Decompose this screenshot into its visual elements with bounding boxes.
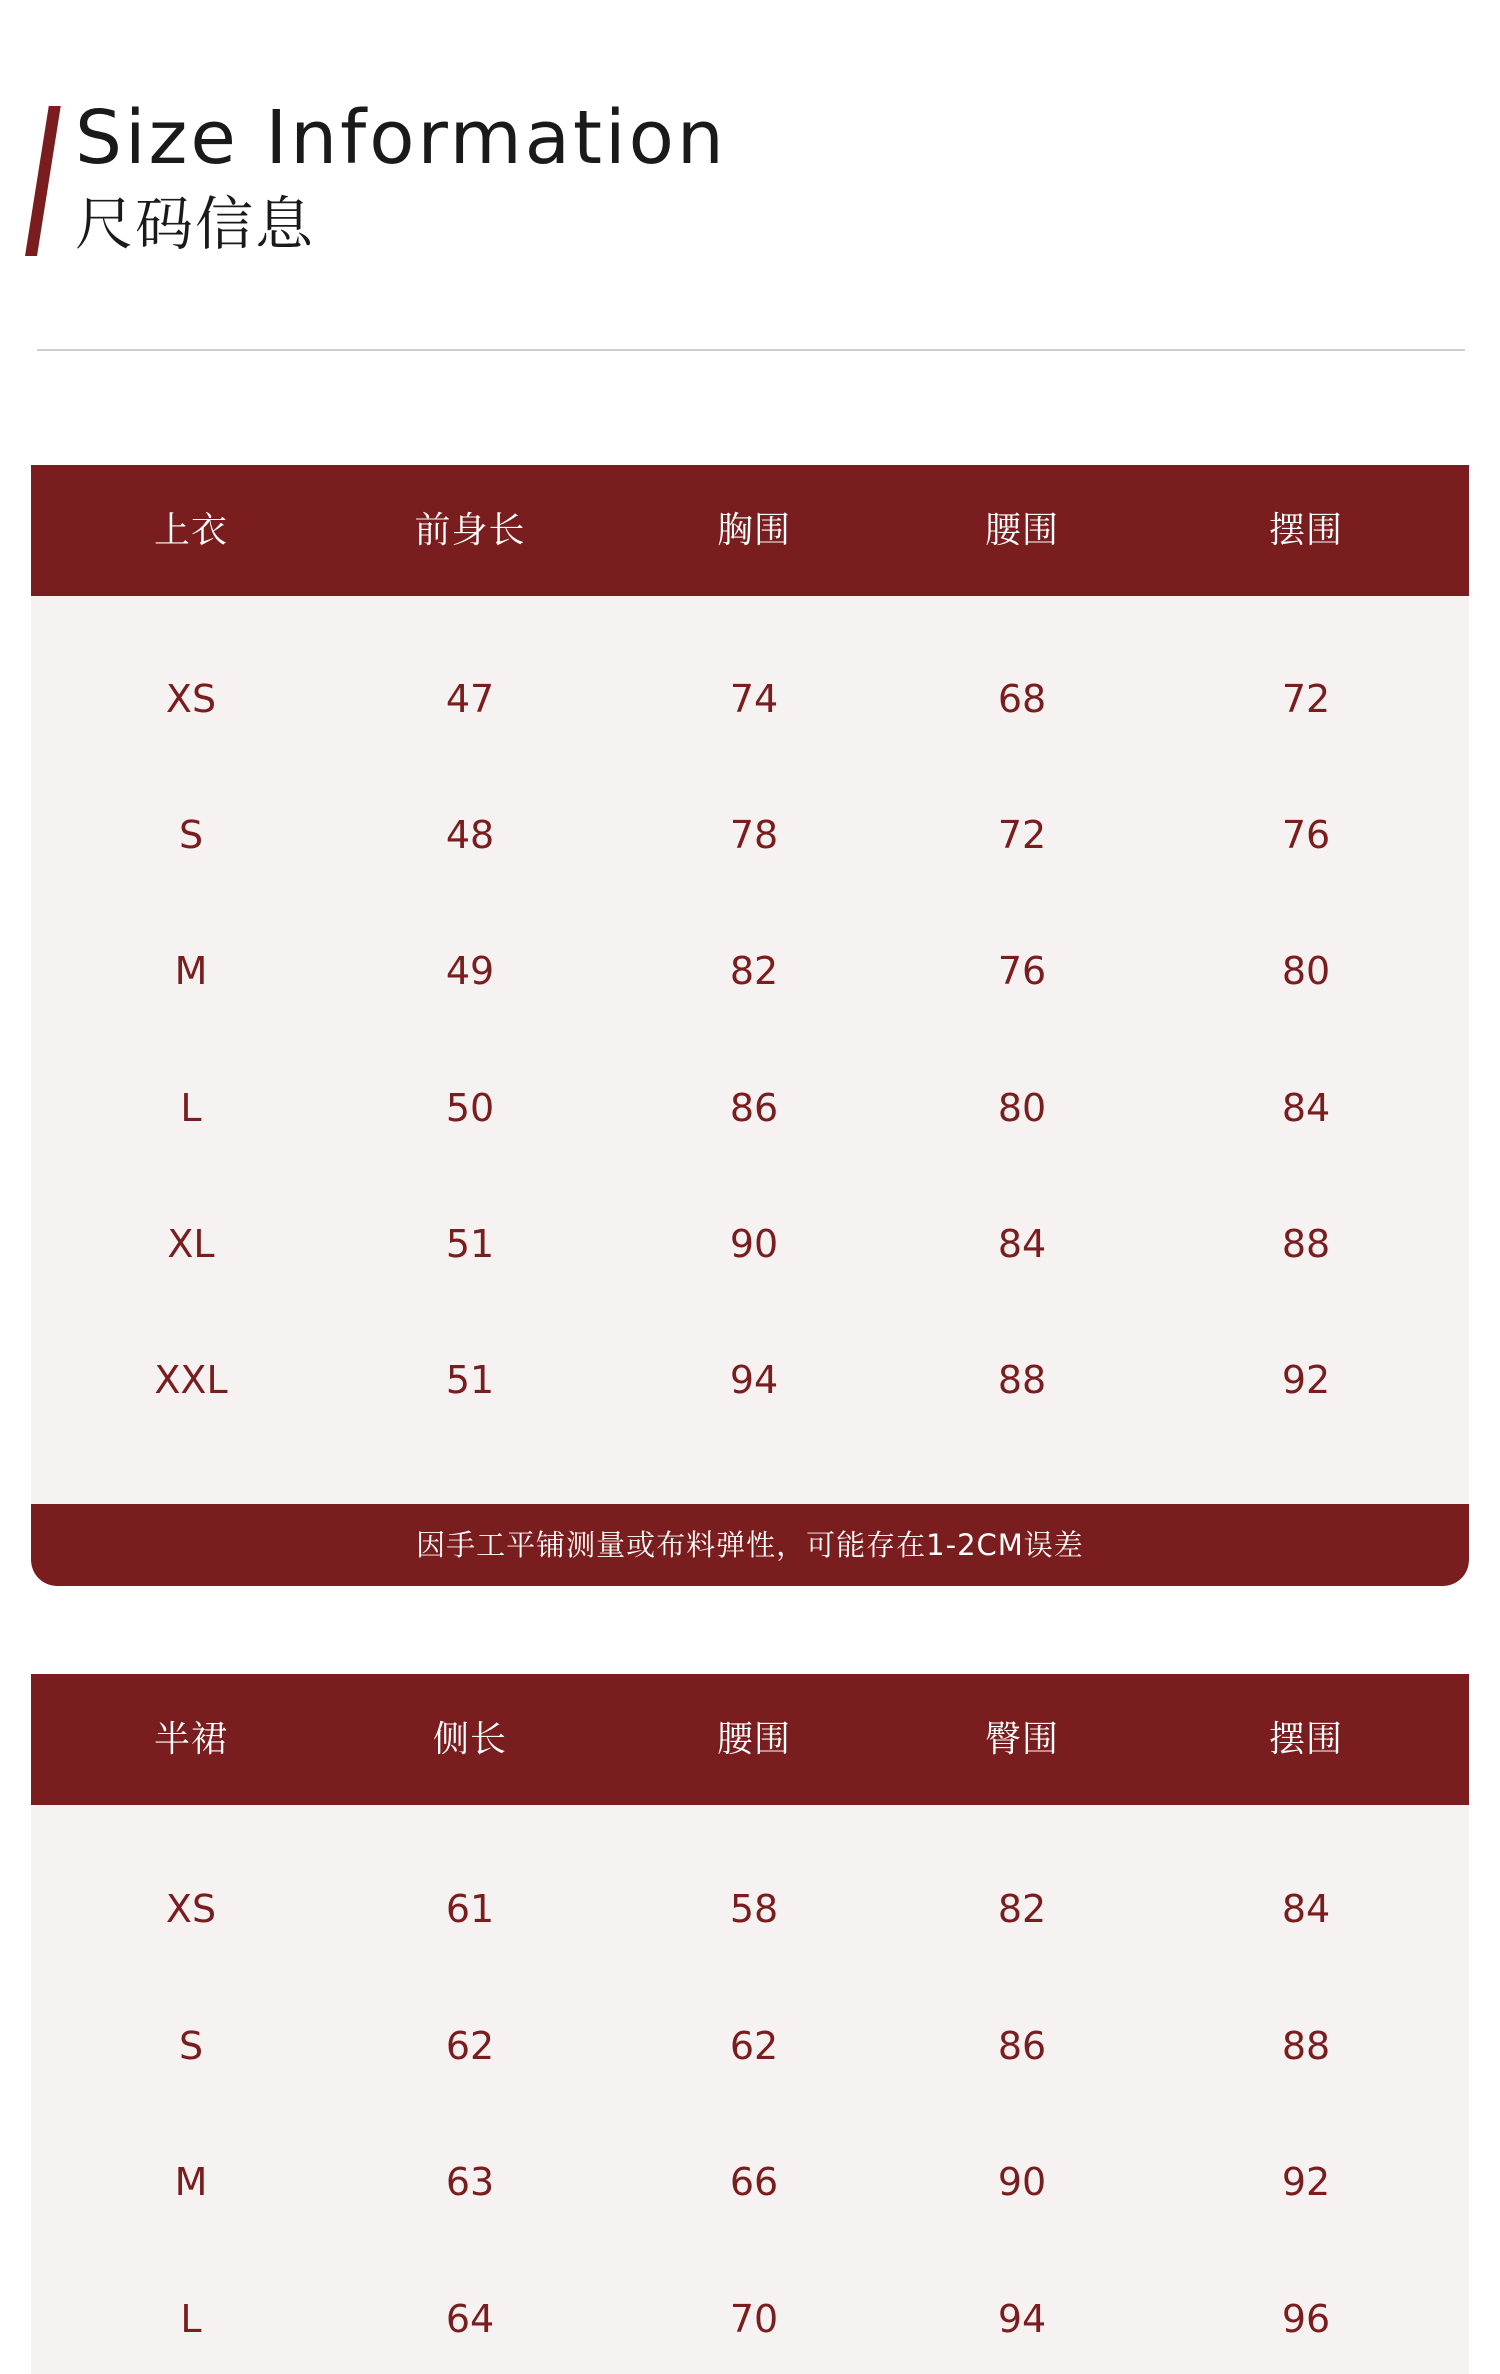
value-cell: 94 — [729, 1358, 779, 1402]
value-cell: 80 — [997, 1086, 1047, 1130]
table-header-row — [31, 1674, 1469, 1805]
value-cell: 82 — [997, 1887, 1047, 1931]
size-cell: XS — [165, 677, 217, 721]
header-cell-waist: 腰围 — [716, 1719, 791, 1760]
value-cell: 82 — [729, 949, 779, 993]
value-cell: 92 — [1281, 1358, 1331, 1402]
table-row — [31, 1330, 1469, 1430]
measurement-note: 因手工平铺测量或布料弹性，可能存在1-2CM误差 — [31, 1504, 1469, 1586]
value-cell: 72 — [997, 813, 1047, 857]
table-row — [31, 1194, 1469, 1294]
table-row — [31, 1058, 1469, 1158]
table-row — [31, 649, 1469, 749]
value-cell: 76 — [1281, 813, 1331, 857]
size-cell: M — [174, 949, 208, 993]
value-cell: 84 — [1281, 1086, 1331, 1130]
table-row — [31, 2132, 1469, 2232]
header-cell-hem: 摆围 — [1268, 510, 1343, 551]
header-cell-hip: 臀围 — [984, 1719, 1059, 1760]
page-header — [0, 0, 1500, 300]
header-cell-category: 半裙 — [153, 1719, 228, 1760]
value-cell: 64 — [445, 2297, 495, 2341]
size-cell: XS — [165, 1887, 217, 1931]
value-cell: 88 — [1281, 2024, 1331, 2068]
accent-slash — [25, 106, 61, 256]
table-row — [31, 1996, 1469, 2096]
value-cell: 90 — [997, 2160, 1047, 2204]
header-cell-hem: 摆围 — [1268, 1719, 1343, 1760]
value-cell: 90 — [729, 1222, 779, 1266]
value-cell: 49 — [445, 949, 495, 993]
header-cell-waist: 腰围 — [984, 510, 1059, 551]
table-row — [31, 1859, 1469, 1959]
value-cell: 78 — [729, 813, 779, 857]
value-cell: 50 — [445, 1086, 495, 1130]
value-cell: 66 — [729, 2160, 779, 2204]
header-cell-side-length: 侧长 — [432, 1719, 507, 1760]
value-cell: 70 — [729, 2297, 779, 2341]
value-cell: 94 — [997, 2297, 1047, 2341]
header-cell-bust: 胸围 — [716, 510, 791, 551]
size-cell: L — [180, 1086, 202, 1130]
table-row — [31, 921, 1469, 1021]
size-cell: XL — [167, 1222, 215, 1266]
value-cell: 47 — [445, 677, 495, 721]
value-cell: 92 — [1281, 2160, 1331, 2204]
table-header-row — [31, 465, 1469, 596]
value-cell: 86 — [729, 1086, 779, 1130]
value-cell: 51 — [445, 1222, 495, 1266]
title-english: Size Information — [75, 95, 727, 181]
title-chinese: 尺码信息 — [75, 190, 316, 258]
value-cell: 63 — [445, 2160, 495, 2204]
value-cell: 68 — [997, 677, 1047, 721]
value-cell: 88 — [997, 1358, 1047, 1402]
size-cell: L — [180, 2297, 202, 2341]
divider — [37, 349, 1465, 351]
size-cell: XXL — [154, 1358, 228, 1402]
value-cell: 86 — [997, 2024, 1047, 2068]
value-cell: 84 — [997, 1222, 1047, 1266]
value-cell: 62 — [729, 2024, 779, 2068]
value-cell: 48 — [445, 813, 495, 857]
size-cell: M — [174, 2160, 208, 2204]
table-row — [31, 785, 1469, 885]
bottom-size-table — [31, 1674, 1469, 2374]
value-cell: 76 — [997, 949, 1047, 993]
value-cell: 62 — [445, 2024, 495, 2068]
header-cell-category: 上衣 — [153, 510, 228, 551]
top-size-table — [31, 465, 1469, 1586]
value-cell: 84 — [1281, 1887, 1331, 1931]
value-cell: 96 — [1281, 2297, 1331, 2341]
value-cell: 72 — [1281, 677, 1331, 721]
value-cell: 74 — [729, 677, 779, 721]
header-cell-front-length: 前身长 — [414, 510, 526, 551]
value-cell: 58 — [729, 1887, 779, 1931]
value-cell: 51 — [445, 1358, 495, 1402]
size-cell: S — [178, 813, 204, 857]
size-cell: S — [178, 2024, 204, 2068]
value-cell: 88 — [1281, 1222, 1331, 1266]
value-cell: 80 — [1281, 949, 1331, 993]
value-cell: 61 — [445, 1887, 495, 1931]
table-row — [31, 2269, 1469, 2369]
